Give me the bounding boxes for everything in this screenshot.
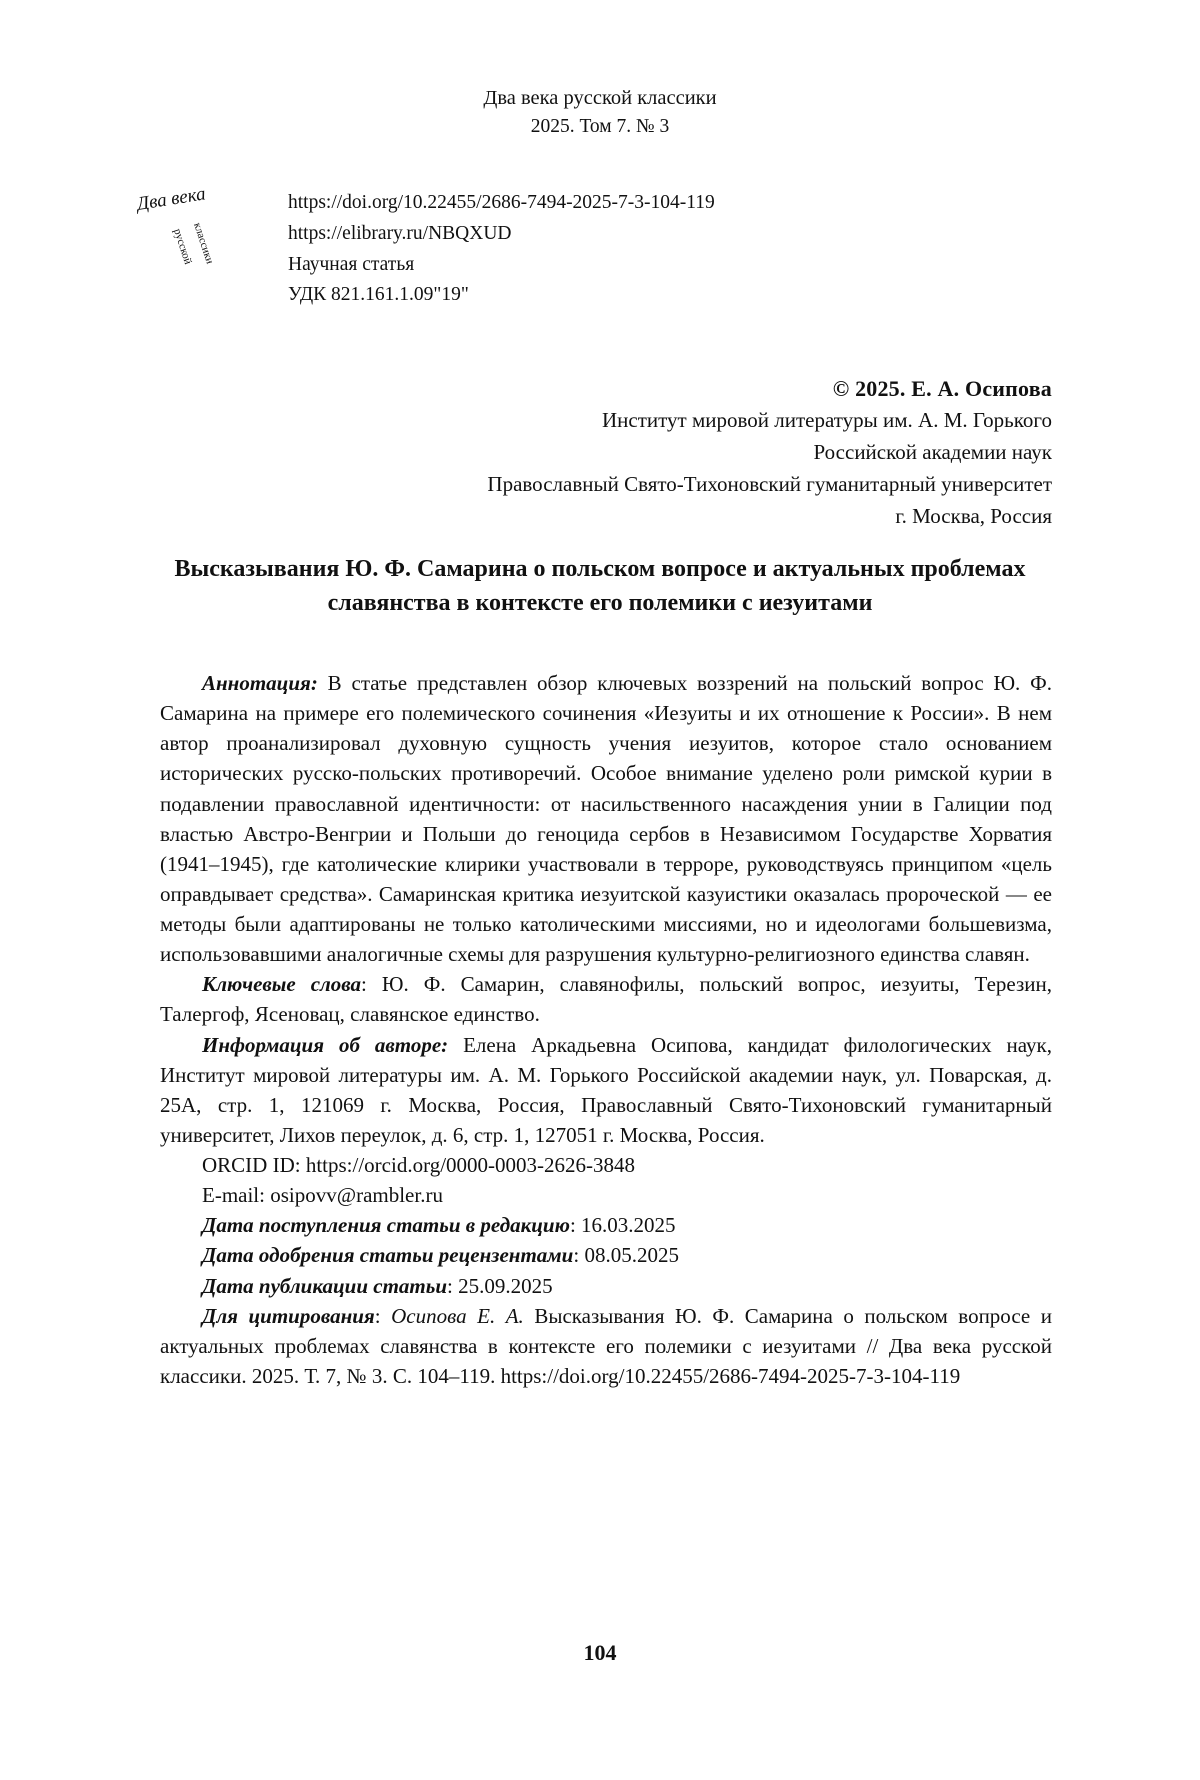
keywords-text: : Ю. Ф. Самарин, славянофилы, польский вопрос, иезуиты, Терезин, Талергоф, Ясеновац, славянское единство. — [160, 972, 1053, 1027]
received-date-value: : 16.03.2025 — [569, 1213, 676, 1238]
journal-header — [0, 0, 1200, 141]
author-affiliation-block — [487, 372, 1052, 533]
journal-logo-icon — [128, 178, 248, 298]
affiliation-line-3: Православный Свято-Тихоновский гуманитарный университет — [487, 472, 1052, 497]
abstract-label: Аннотация: — [202, 671, 318, 695]
keywords-label: Ключевые слова — [202, 972, 362, 997]
svg-text:Два века: Два века — [135, 183, 207, 215]
journal-name: Два века русской классики — [483, 87, 717, 109]
page-number: 104 — [583, 1640, 617, 1665]
udk-code: УДК 821.161.1.09"19" — [288, 284, 469, 306]
elibrary-link[interactable]: https://elibrary.ru/NBQXUD — [288, 222, 512, 244]
abstract-paragraph — [160, 668, 1052, 969]
author-info-label: Информация об авторе: — [202, 1032, 449, 1057]
published-date-paragraph — [160, 1271, 1052, 1301]
abstract-text: В статье представлен обзор ключевых воззрений на польский вопрос Ю. Ф. Самарина на примере его полемического сочинения «Иезуиты и их отношение к России». В нем автор проанализировал духовную сущность учения иезуитов, которое стало основанием исторических русско-польских противоречий. Особое внимание уделено роли римской курии в подавлении православной идентичности: от насильственного насаждения унии в Галиции под властью Австро-Венгрии и Польши до геноцида сербов в Независимом Государстве Хорватия (1941–1945), где католические клирики участвовали в терроре, руководствуясь принципом «цель оправдывает средства». Самаринская критика иезуитской казуистики оказалась пророческой — ее методы были адаптированы не только католическими миссиями, но и идеологами большевизма, использовавшими аналогичные схемы для разрушения культурно-религиозного единства славян. — [160, 671, 1052, 967]
doi-link[interactable]: https://doi.org/10.22455/2686-7494-2025-7-3-104-119 — [288, 192, 715, 213]
affiliation-line-1: Институт мировой литературы им. А. М. Горького — [602, 408, 1052, 433]
citation-label: Для цитирования — [202, 1303, 375, 1328]
affiliation-line-2: Российской академии наук — [813, 440, 1052, 465]
email-paragraph[interactable]: E-mail: osipovv@rambler.ru — [202, 1183, 443, 1208]
svg-text:классики: классики — [191, 221, 216, 266]
copyright-line: © 2025. Е. А. Осипова — [832, 376, 1052, 401]
received-date-label: Дата поступления статьи в редакцию — [202, 1213, 570, 1238]
citation-colon: : — [374, 1303, 392, 1328]
received-date-paragraph — [160, 1210, 1052, 1240]
article-body — [160, 668, 1052, 1391]
approved-date-value: : 08.05.2025 — [573, 1243, 679, 1268]
approved-date-paragraph — [160, 1240, 1052, 1270]
article-type: Научная статья — [288, 253, 415, 275]
citation-author: Осипова Е. А. — [391, 1303, 524, 1328]
author-info-paragraph — [160, 1030, 1052, 1151]
published-date-label: Дата публикации статьи — [202, 1273, 448, 1298]
approved-date-label: Дата одобрения статьи рецензентами — [202, 1243, 574, 1268]
orcid-paragraph[interactable]: ORCID ID: https://orcid.org/0000-0003-2626-3848 — [202, 1153, 636, 1177]
citation-paragraph — [160, 1301, 1052, 1391]
published-date-value: : 25.09.2025 — [447, 1273, 553, 1298]
citation-text: Высказывания Ю. Ф. Самарина о польском вопросе и актуальных проблемах славянства в контексте его полемики с иезуитами // Два века русской классики. 2025. Т. 7, № 3. С. 104–119. https://doi.org/10.22455/2686-7494-2025-7-3-104-119 — [160, 1303, 1052, 1388]
affiliation-city: г. Москва, Россия — [895, 504, 1052, 529]
page-title: Высказывания Ю. Ф. Самарина о польском вопросе и актуальных проблемах славянства в контексте его полемики с иезуитами — [174, 556, 1026, 617]
svg-text:русской: русской — [171, 227, 194, 266]
journal-issue: 2025. Том 7. № 3 — [530, 116, 670, 138]
keywords-paragraph — [160, 969, 1052, 1029]
article-meta — [288, 188, 715, 311]
author-info-text: Елена Аркадьевна Осипова, кандидат филологических наук, Институт мировой литературы им. А. М. Горького Российской академии наук, ул. Поварская, д. 25А, стр. 1, 121069 г. Москва, Россия, Православный Свято-Тихоновский гуманитарный университет, Лихов переулок, д. 6, стр. 1, 127051 г. Москва, Россия. — [160, 1032, 1052, 1147]
